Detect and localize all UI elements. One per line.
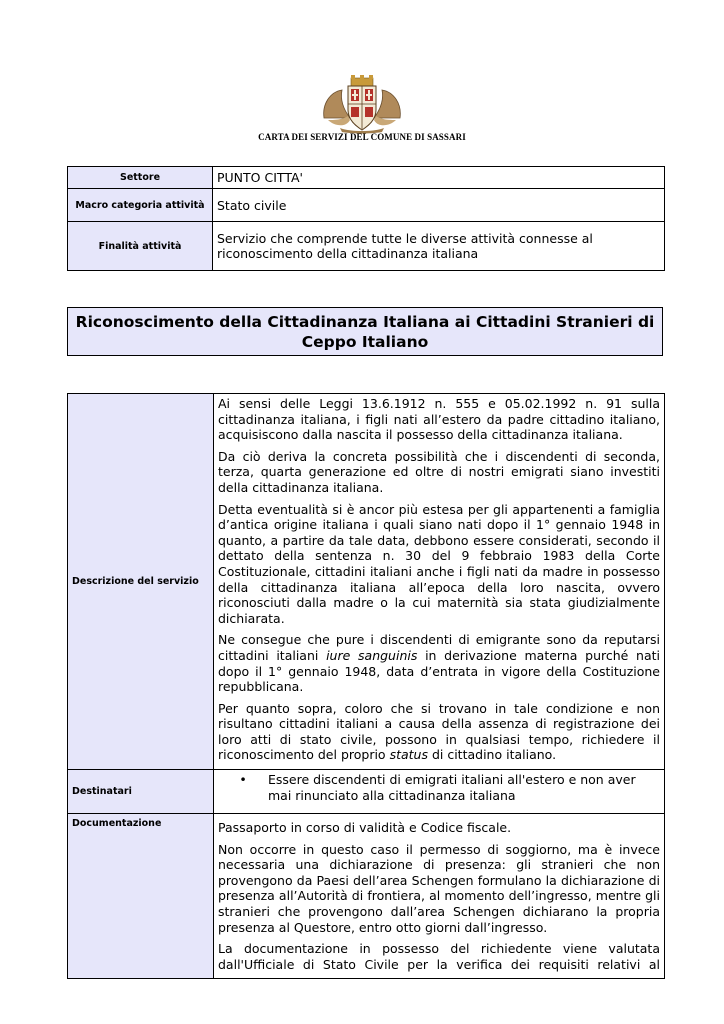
documentazione-paragraph: Passaporto in corso di validità e Codice fiscale. xyxy=(218,820,512,836)
table-row xyxy=(68,814,665,979)
destinatari-label: Destinatari xyxy=(68,770,214,814)
coat-of-arms-icon xyxy=(320,74,404,134)
text-span: in derivazione materna purché nati dopo il 1° gennaio 1948, data d’entrata in vigore della Costituzione repubblicana. xyxy=(218,647,661,695)
descrizione-value xyxy=(214,394,665,770)
finalita-label: Finalità attività xyxy=(68,222,213,271)
descrizione-label: Descrizione del servizio xyxy=(68,394,214,770)
destinatari-value xyxy=(214,770,665,814)
documentazione-value xyxy=(214,814,665,979)
table-row xyxy=(68,394,665,770)
text-span: Per quanto sopra, coloro che si trovano in tale condizione e non risultano cittadini italiani a causa della assenza di registrazione dei loro atti di stato civile, possono in qualsiasi tempo, richiedere il riconoscimento del proprio xyxy=(218,700,660,763)
document-header-caption: CARTA DEI SERVIZI DEL COMUNE DI SASSARI xyxy=(258,132,466,142)
italic-term: status xyxy=(389,747,428,763)
documentazione-label: Documentazione xyxy=(68,814,214,979)
descrizione-paragraph xyxy=(218,632,660,694)
page-title: Riconoscimento della Cittadinanza Italiana ai Cittadini Stranieri di Ceppo Italiano xyxy=(67,307,663,356)
text-span: Ne consegue che pure i discendenti di emigrante sono da reputarsi cittadini italiani xyxy=(218,632,660,663)
finalita-value: Servizio che comprende tutte le diverse attività connesse al riconoscimento della cittadinanza italiana xyxy=(213,222,665,271)
italic-term: iure sanguinis xyxy=(326,647,418,663)
table-row xyxy=(68,222,665,271)
table-row xyxy=(68,189,665,222)
list-item xyxy=(218,772,660,803)
service-detail-table xyxy=(67,393,665,979)
bullet-icon: • xyxy=(239,772,247,788)
documentazione-paragraph: Non occorre in questo caso il permesso di soggiorno, ma è invece necessaria una dichiarazione di presenza: gli stranieri che non provengono da Paesi dell’area Schengen formulano la dichiarazione di presenza all’Autorità di frontiera, al momento dell’ingresso, mentre gli stranieri che provengono dall’area Schengen dichiarano la propria presenza al Questore, entro otto giorni dall’ingresso. xyxy=(218,841,660,935)
descrizione-paragraph: Detta eventualità si è ancor più estesa per gli appartenenti a famiglia d’antica origine italiana i quali siano nati dopo il 1° gennaio 1948 in quanto, a partire da tale data, debbono essere considerati, secondo il dettato della sentenza n. 30 del 9 febbraio 1983 della Corte Costituzionale, cittadini italiani anche i figli nati da madre in possesso della cittadinanza italiana all’epoca della loro nascita, ovvero riconosciuti dalla madre o la cui maternità sia stata giudizialmente dichiarata. xyxy=(218,501,660,626)
table-row xyxy=(68,770,665,814)
macro-categoria-value: Stato civile xyxy=(213,189,665,222)
descrizione-paragraph: Da ciò deriva la concreta possibilità che i discendenti di seconda, terza, quarta generazione ed oltre di nostri emigrati siano investiti della cittadinanza italiana. xyxy=(218,448,660,495)
table-row xyxy=(68,167,665,189)
descrizione-paragraph: Ai sensi delle Leggi 13.6.1912 n. 555 e 05.02.1992 n. 91 sulla cittadinanza italiana, i figli nati all’estero da padre cittadino italiano, acquisiscono dalla nascita il possesso della cittadinanza italiana. xyxy=(218,396,660,443)
settore-value: PUNTO CITTA' xyxy=(213,167,665,189)
settore-label: Settore xyxy=(68,167,213,189)
list-item-text: Essere discendenti di emigrati italiani all'estero e non aver mai rinunciato alla cittadinanza italiana xyxy=(268,772,636,803)
text-span: di cittadino italiano. xyxy=(427,747,557,763)
service-info-table xyxy=(67,166,665,271)
descrizione-paragraph xyxy=(218,701,660,763)
documentazione-paragraph: La documentazione in possesso del richiedente viene valutata dall'Ufficiale di Stato Civile per la verifica dei requisiti relativi al xyxy=(218,941,660,972)
macro-categoria-label: Macro categoria attività xyxy=(68,189,213,222)
